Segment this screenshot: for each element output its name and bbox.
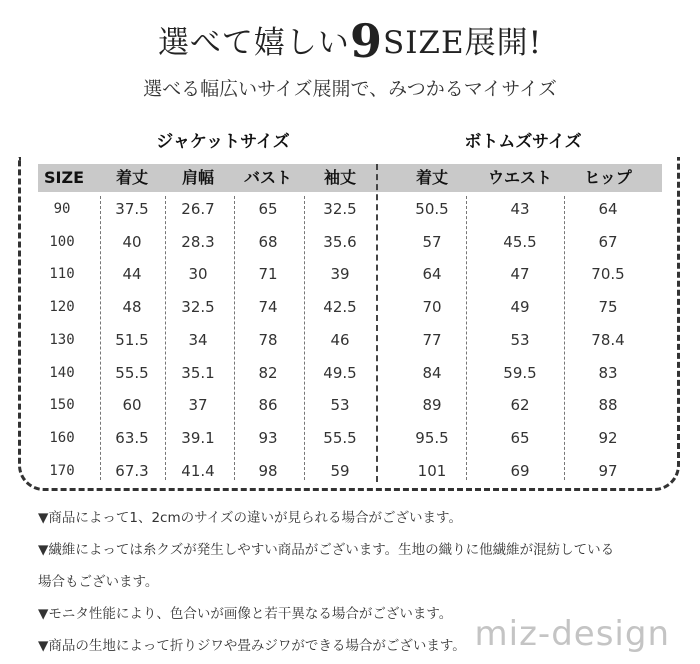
subtitle: 選べる幅広いサイズ展開で、みつかるマイサイズ bbox=[143, 78, 557, 100]
cell-bottoms-length: 64 bbox=[422, 265, 442, 284]
cell-bust: 68 bbox=[258, 232, 278, 251]
cell-bust: 78 bbox=[258, 330, 278, 349]
cell-hip: 75 bbox=[598, 298, 618, 317]
cell-hip: 92 bbox=[598, 428, 618, 447]
cell-shoulder: 41.4 bbox=[181, 461, 215, 480]
cell-shoulder: 26.7 bbox=[181, 200, 215, 218]
cell-size: 120 bbox=[49, 299, 75, 316]
headline-post: SIZE展開! bbox=[382, 25, 543, 61]
cell-size: 150 bbox=[49, 397, 75, 414]
cell-size: 90 bbox=[53, 201, 71, 217]
watermark: miz-design bbox=[474, 614, 670, 654]
header-hip: ヒップ bbox=[584, 168, 632, 187]
cell-sleeve: 55.5 bbox=[323, 428, 357, 447]
cell-size: 130 bbox=[49, 331, 75, 348]
cell-bust: 98 bbox=[258, 461, 278, 480]
cell-hip: 70.5 bbox=[591, 265, 625, 284]
cell-hip: 64 bbox=[598, 200, 618, 218]
note-line: 場合もございます。 bbox=[38, 574, 159, 590]
cell-hip: 67 bbox=[598, 232, 618, 251]
cell-waist: 65 bbox=[510, 428, 530, 447]
cell-bust: 93 bbox=[258, 428, 278, 447]
cell-size: 100 bbox=[49, 233, 75, 250]
cell-shoulder: 34 bbox=[188, 330, 208, 349]
note-line: ▼商品によって1、2cmのサイズの違いが見られる場合がございます。 bbox=[38, 510, 462, 526]
cell-size: 140 bbox=[49, 364, 75, 381]
cell-jacket-length: 51.5 bbox=[115, 330, 149, 349]
cell-waist: 45.5 bbox=[503, 232, 537, 251]
header-waist: ウエスト bbox=[487, 168, 552, 187]
cell-waist: 59.5 bbox=[503, 363, 537, 382]
header-shoulder: 肩幅 bbox=[181, 168, 214, 187]
cell-sleeve: 46 bbox=[330, 330, 350, 349]
cell-shoulder: 39.1 bbox=[181, 428, 215, 447]
headline bbox=[0, 14, 700, 68]
note-line: ▼繊維によっては糸クズが発生しやすい商品がございます。生地の織りに他繊維が混紡している bbox=[38, 542, 615, 558]
cell-hip: 97 bbox=[598, 461, 618, 480]
cell-size: 160 bbox=[49, 429, 75, 446]
cell-shoulder: 32.5 bbox=[181, 298, 215, 317]
cell-sleeve: 39 bbox=[330, 265, 350, 284]
cell-hip: 78.4 bbox=[591, 330, 625, 349]
cell-bottoms-length: 95.5 bbox=[415, 428, 449, 447]
cell-sleeve: 32.5 bbox=[323, 200, 357, 218]
cell-sleeve: 49.5 bbox=[323, 363, 357, 382]
cell-bottoms-length: 84 bbox=[422, 363, 442, 382]
cell-jacket-length: 37.5 bbox=[115, 200, 149, 218]
cell-jacket-length: 67.3 bbox=[115, 461, 149, 480]
cell-bust: 71 bbox=[258, 265, 278, 284]
cell-shoulder: 35.1 bbox=[181, 363, 215, 382]
cell-waist: 53 bbox=[510, 330, 530, 349]
jacket-size-title: ジャケットサイズ bbox=[156, 132, 290, 152]
cell-jacket-length: 48 bbox=[122, 298, 142, 317]
cell-hip: 83 bbox=[598, 363, 618, 382]
cell-waist: 69 bbox=[510, 461, 530, 480]
header-bottoms-length: 着丈 bbox=[415, 168, 448, 187]
cell-bust: 74 bbox=[258, 298, 278, 317]
cell-bust: 82 bbox=[258, 363, 278, 382]
cell-bottoms-length: 77 bbox=[422, 330, 442, 349]
header-bust: バスト bbox=[243, 168, 292, 187]
cell-bottoms-length: 101 bbox=[417, 461, 447, 480]
cell-bottoms-length: 57 bbox=[422, 232, 442, 251]
cell-jacket-length: 60 bbox=[122, 396, 142, 415]
cell-jacket-length: 63.5 bbox=[115, 428, 149, 447]
cell-sleeve: 35.6 bbox=[323, 232, 357, 251]
bottoms-size-title: ボトムズサイズ bbox=[464, 132, 582, 152]
cell-size: 170 bbox=[49, 462, 75, 479]
note-line: ▼商品の生地によって折りジワや畳みジワができる場合がございます。 bbox=[38, 638, 466, 654]
header-size: SIZE bbox=[43, 168, 84, 187]
cell-sleeve: 53 bbox=[330, 396, 350, 415]
headline-pre: 選べて嬉しい bbox=[157, 25, 350, 61]
cell-bottoms-length: 70 bbox=[422, 298, 442, 317]
cell-jacket-length: 55.5 bbox=[115, 363, 149, 382]
cell-waist: 47 bbox=[510, 265, 530, 284]
cell-bottoms-length: 50.5 bbox=[415, 200, 449, 218]
jacket-bottoms-divider bbox=[376, 164, 378, 482]
headline-nine: 9 bbox=[349, 14, 383, 68]
header-sleeve: 袖丈 bbox=[323, 168, 356, 187]
cell-sleeve: 42.5 bbox=[323, 298, 357, 317]
cell-jacket-length: 40 bbox=[122, 232, 142, 251]
cell-size: 110 bbox=[49, 266, 75, 283]
cell-jacket-length: 44 bbox=[122, 265, 142, 284]
header-jacket-length: 着丈 bbox=[115, 168, 148, 187]
cell-bottoms-length: 89 bbox=[422, 396, 442, 415]
cell-bust: 65 bbox=[258, 200, 278, 218]
cell-sleeve: 59 bbox=[330, 461, 350, 480]
cell-shoulder: 30 bbox=[188, 265, 208, 284]
cell-waist: 49 bbox=[510, 298, 530, 317]
cell-shoulder: 28.3 bbox=[181, 232, 215, 251]
cell-waist: 43 bbox=[510, 200, 530, 218]
cell-hip: 88 bbox=[598, 396, 618, 415]
cell-bust: 86 bbox=[258, 396, 278, 415]
note-line: ▼モニタ性能により、色合いが画像と若干異なる場合がございます。 bbox=[38, 606, 453, 622]
cell-waist: 62 bbox=[510, 396, 530, 415]
cell-shoulder: 37 bbox=[188, 396, 208, 415]
